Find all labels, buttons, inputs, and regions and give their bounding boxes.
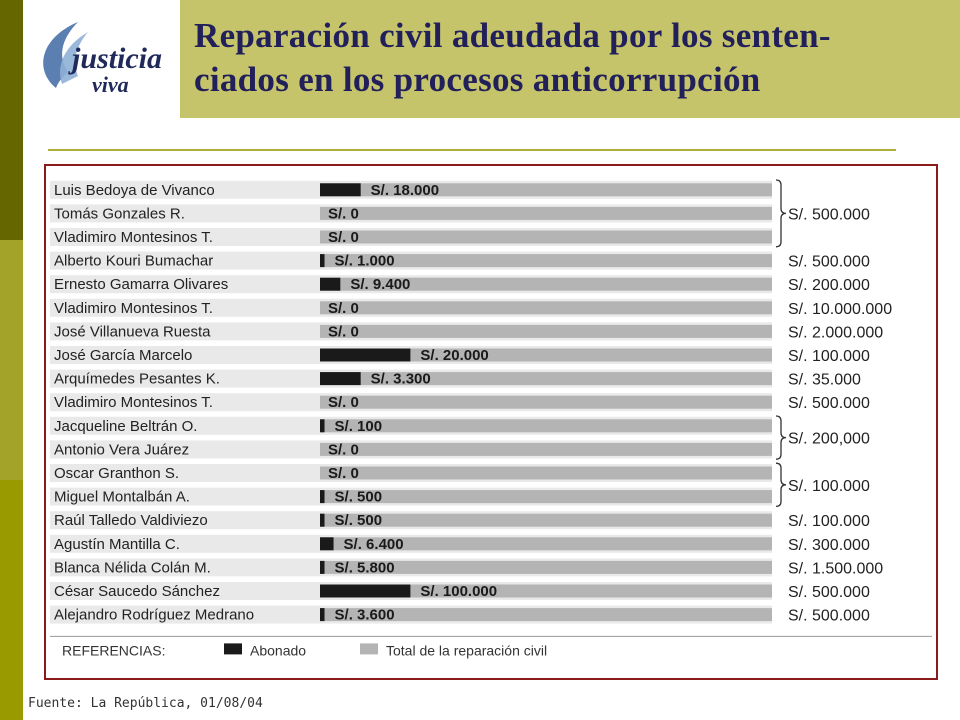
sidebar-accent-top — [0, 0, 23, 240]
paid-bar — [320, 585, 410, 598]
paid-value-label: S/. 0 — [328, 205, 359, 223]
total-value-label: S/. 500.000 — [788, 607, 870, 625]
title-divider — [48, 149, 896, 151]
total-value-label: S/. 500.000 — [788, 395, 870, 413]
page-title — [194, 14, 831, 102]
sidebar-accent-middle — [0, 240, 23, 480]
paid-value-label: S/. 1.000 — [334, 252, 395, 270]
total-bar — [320, 323, 772, 341]
paid-bar — [320, 372, 361, 385]
total-value-label: S/. 2.000.000 — [788, 324, 884, 342]
total-value-label: S/. 100.000 — [788, 513, 870, 531]
paid-value-label: S/. 500 — [334, 512, 383, 530]
category-label: Tomás Gonzales R. — [54, 205, 185, 223]
paid-value-label: S/. 0 — [328, 229, 359, 246]
paid-bar — [320, 254, 325, 267]
category-label: Antonio Vera Juárez — [54, 441, 190, 459]
category-label: Alberto Kouri Bumachar — [54, 252, 214, 270]
total-bar — [320, 467, 772, 480]
legend-label-total: Total de la reparación civil — [386, 642, 548, 659]
reparation-chart — [46, 166, 936, 678]
total-value-label: S/. 100.000 — [788, 477, 870, 495]
page-title-line-1: Reparación civil adeudada por los senten- — [194, 16, 831, 55]
group-brace — [776, 180, 786, 247]
logo-text-top: justicia — [72, 42, 163, 75]
category-label: Jacqueline Beltrán O. — [54, 417, 198, 435]
page-title-line-2: ciados en los procesos anticorrupción — [194, 60, 761, 99]
paid-bar — [320, 608, 325, 621]
paid-value-label: S/. 100 — [334, 417, 383, 435]
category-label: Miguel Montalbán A. — [54, 488, 190, 506]
paid-value-label: S/. 18.000 — [370, 181, 440, 199]
category-label: Luis Bedoya de Vivanco — [54, 181, 215, 199]
category-label: Alejandro Rodríguez Medrano — [54, 606, 255, 624]
category-label: José Villanueva Ruesta — [54, 323, 211, 341]
category-label: José García Marcelo — [54, 347, 193, 364]
paid-bar — [320, 537, 334, 550]
category-label: Ernesto Gamarra Olivares — [54, 276, 229, 294]
total-bar — [320, 394, 772, 412]
total-bar — [320, 301, 772, 314]
legend-label-paid: Abonado — [250, 642, 307, 659]
paid-value-label: S/. 0 — [328, 441, 359, 459]
paid-value-label: S/. 0 — [328, 323, 359, 341]
total-bar — [320, 419, 772, 432]
paid-bar — [320, 183, 361, 196]
paid-value-label: S/. 0 — [328, 299, 359, 317]
paid-value-label: S/. 6.400 — [343, 535, 404, 553]
paid-bar — [320, 419, 325, 432]
category-label: Vladimiro Montesinos T. — [54, 229, 213, 246]
total-bar — [320, 441, 772, 459]
total-value-label: S/. 500.000 — [788, 584, 870, 601]
total-value-label: S/. 1.500.000 — [788, 560, 884, 578]
category-label: Blanca Nélida Colán M. — [54, 559, 211, 577]
category-label: Vladimiro Montesinos T. — [54, 299, 213, 317]
paid-value-label: S/. 5.800 — [334, 559, 395, 577]
total-bar — [320, 231, 772, 244]
paid-bar — [320, 278, 340, 291]
total-value-label: S/. 200,000 — [788, 430, 870, 448]
category-label: César Saucedo Sánchez — [54, 583, 220, 600]
title-banner — [180, 0, 960, 118]
paid-value-label: S/. 9.400 — [350, 276, 411, 294]
group-brace — [776, 463, 786, 506]
paid-value-label: S/. 3.600 — [334, 606, 395, 624]
total-value-label: S/. 10.000.000 — [788, 300, 893, 318]
total-value-label: S/. 300.000 — [788, 536, 870, 554]
total-value-label: S/. 200.000 — [788, 277, 870, 295]
total-value-label: S/. 500.000 — [788, 206, 870, 224]
legend-swatch-total — [360, 643, 378, 654]
paid-bar — [320, 561, 325, 574]
legend-title: REFERENCIAS: — [62, 642, 166, 659]
legend-swatch-paid — [224, 643, 242, 654]
paid-value-label: S/. 0 — [328, 394, 359, 412]
group-brace — [776, 416, 786, 459]
sidebar-accent-bottom — [0, 480, 23, 720]
total-bar — [320, 490, 772, 503]
source-note: Fuente: La República, 01/08/04 — [28, 696, 263, 711]
chart-frame — [44, 164, 938, 680]
paid-value-label: S/. 100.000 — [420, 583, 498, 600]
paid-value-label: S/. 3.300 — [370, 370, 431, 388]
category-label: Arquímedes Pesantes K. — [54, 370, 220, 388]
justicia-viva-logo — [26, 10, 176, 110]
category-label: Agustín Mantilla C. — [54, 535, 180, 553]
category-label: Raúl Talledo Valdiviezo — [54, 512, 208, 530]
paid-bar — [320, 349, 410, 362]
paid-value-label: S/. 0 — [328, 465, 359, 482]
paid-value-label: S/. 20.000 — [420, 347, 489, 364]
category-label: Vladimiro Montesinos T. — [54, 394, 213, 412]
paid-value-label: S/. 500 — [334, 488, 383, 506]
total-bar — [320, 512, 772, 530]
paid-bar — [320, 490, 325, 503]
total-value-label: S/. 100.000 — [788, 348, 870, 365]
total-bar — [320, 205, 772, 223]
category-label: Oscar Granthon S. — [54, 465, 180, 482]
total-value-label: S/. 35.000 — [788, 371, 861, 389]
total-value-label: S/. 500.000 — [788, 253, 870, 271]
paid-bar — [320, 514, 325, 527]
logo-text-bottom: viva — [92, 72, 129, 97]
